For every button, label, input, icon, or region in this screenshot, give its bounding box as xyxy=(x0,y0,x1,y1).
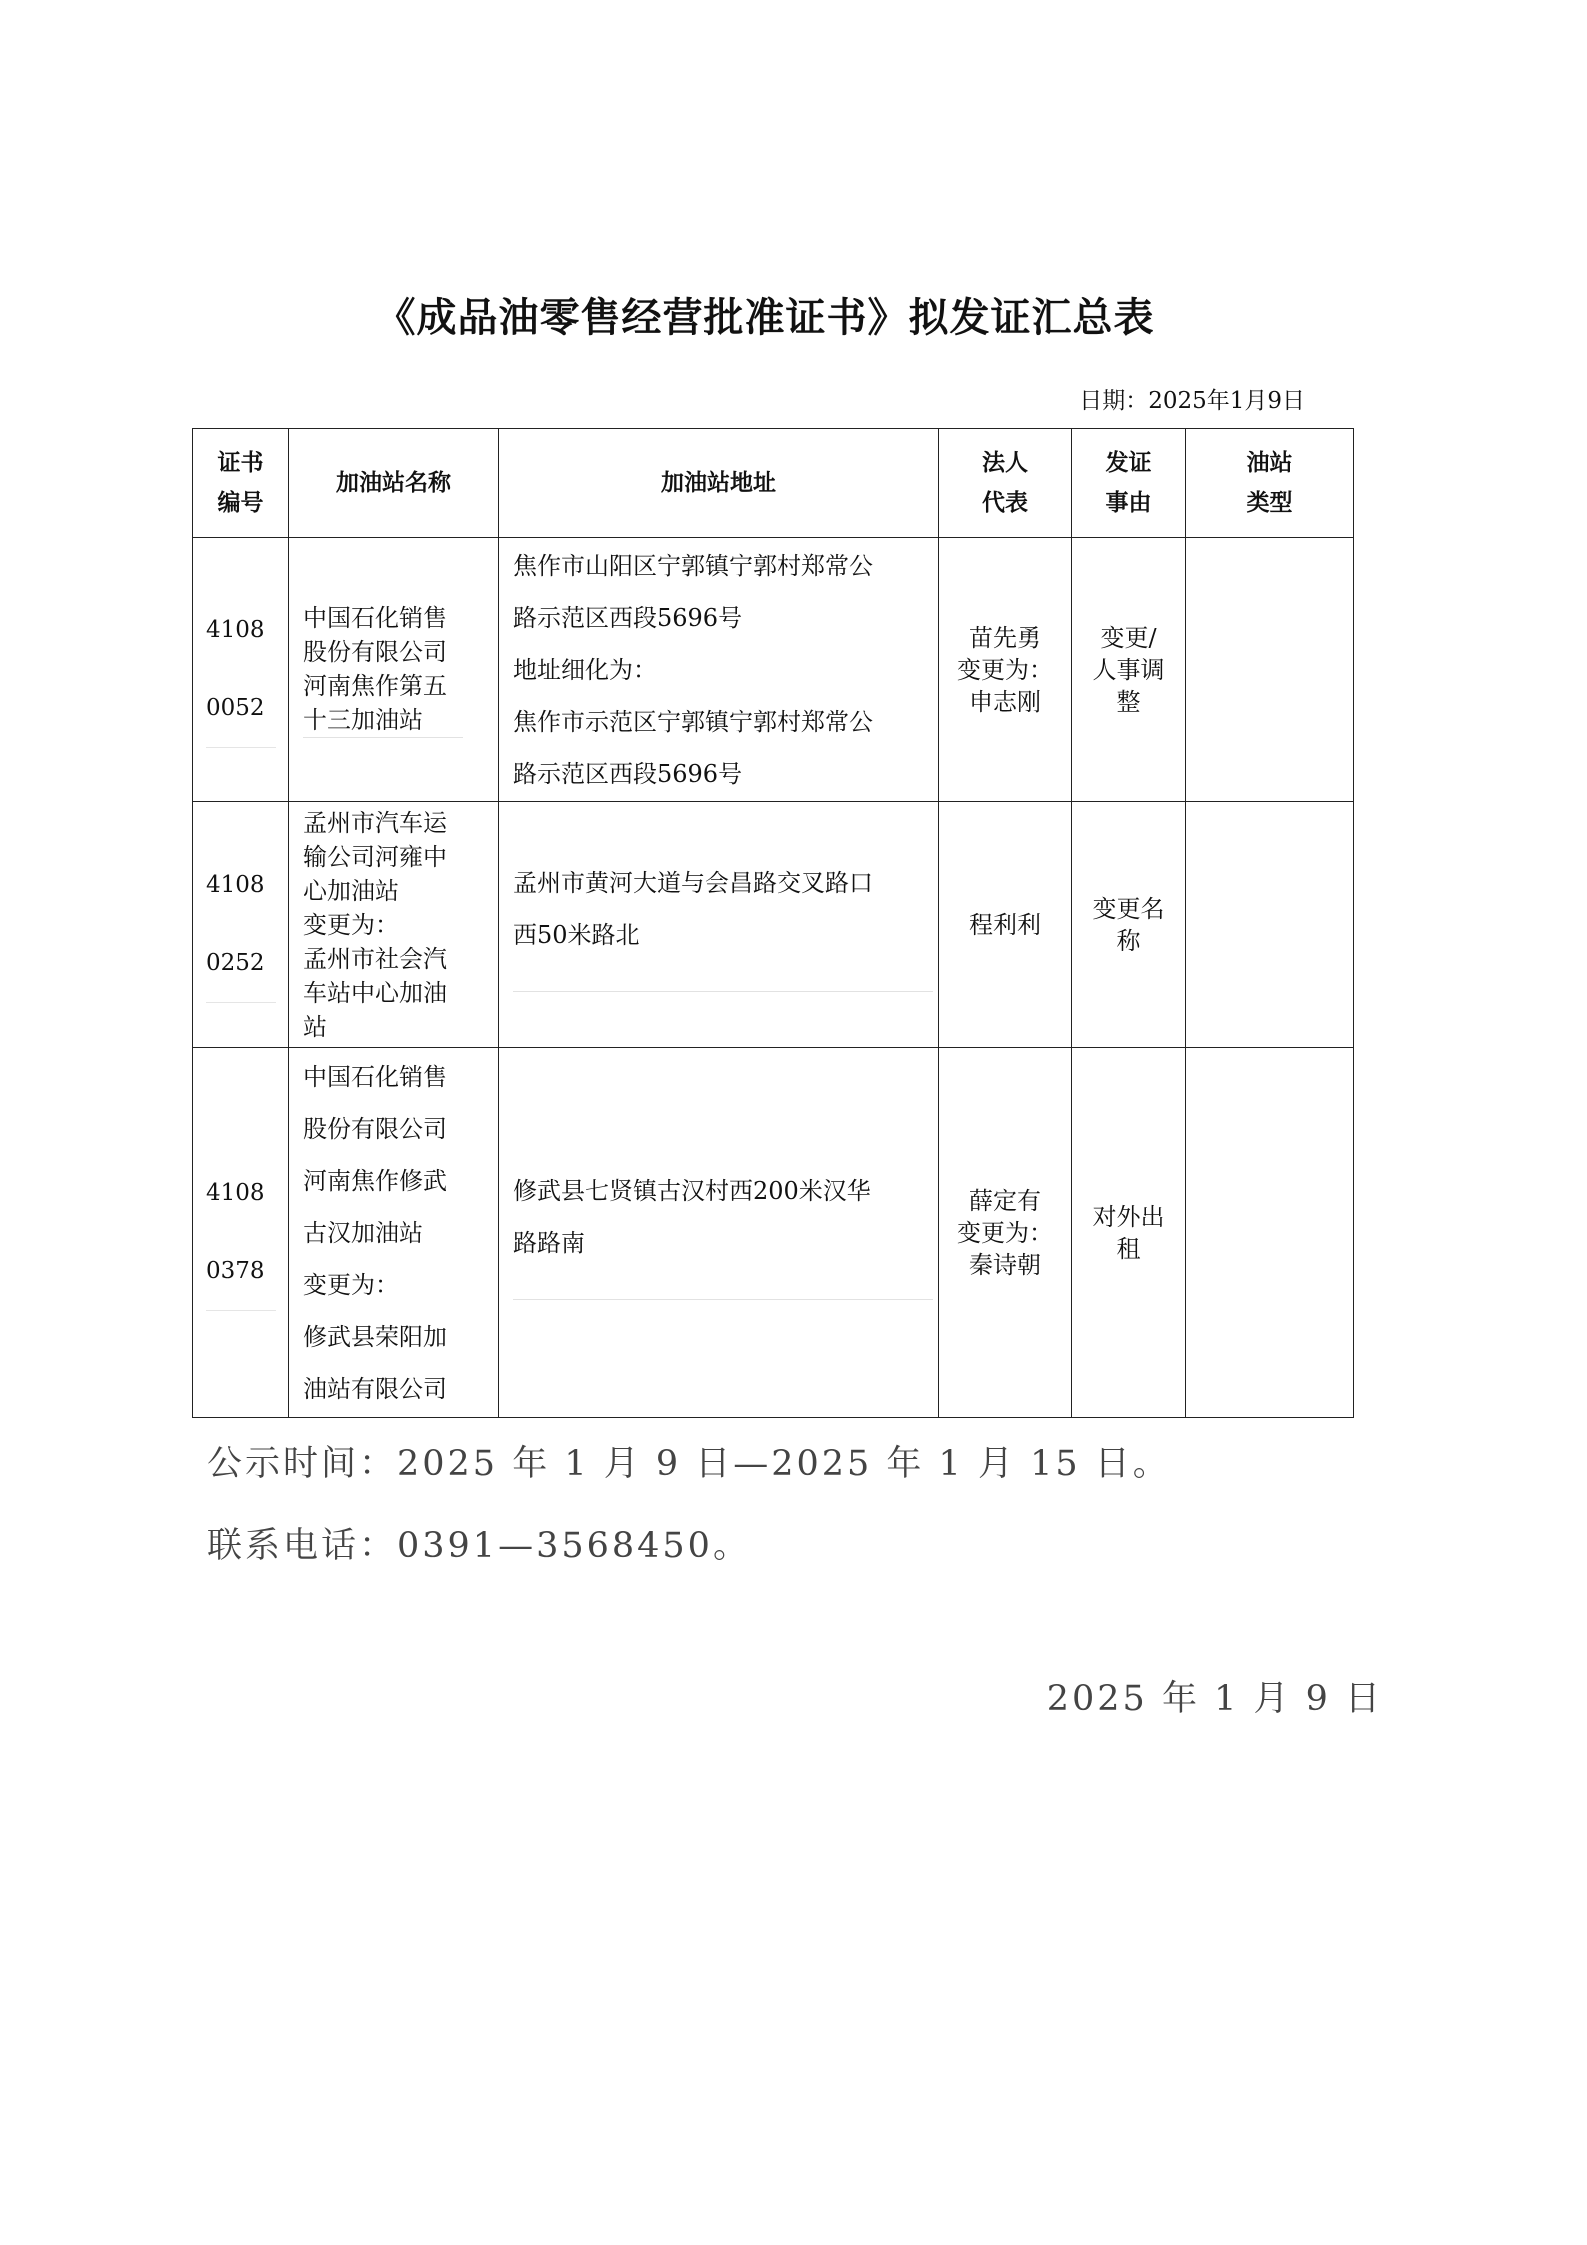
station-type-cell xyxy=(1186,802,1354,1048)
address-underline xyxy=(513,991,933,992)
reason-cell: 变更名 称 xyxy=(1072,802,1186,1048)
station-type-cell xyxy=(1186,538,1354,802)
reason-cell: 变更/ 人事调 整 xyxy=(1072,538,1186,802)
address-cell: 焦作市山阳区宁郭镇宁郭村郑常公 路示范区西段5696号 地址细化为： 焦作市示范区宁郭镇宁郭村郑常公 路示范区西段5696号 xyxy=(499,538,939,802)
cert-no-cell: 4108 0052 xyxy=(193,538,289,802)
page-title: 《成品油零售经营批准证书》拟发证汇总表 xyxy=(375,295,1155,341)
table-row xyxy=(193,1048,1354,1418)
address-underline xyxy=(513,1299,933,1300)
header-cert-no: 证书 编号 xyxy=(193,429,289,538)
issue-date: 日期：2025年1月9日 xyxy=(1079,388,1305,414)
table-header-row xyxy=(193,429,1354,538)
signature-date: 2025 年 1 月 9 日 xyxy=(1046,1679,1383,1719)
table-row xyxy=(193,802,1354,1048)
legal-rep-cell: 苗先勇 变更为： 申志刚 xyxy=(939,538,1072,802)
station-type-cell xyxy=(1186,1048,1354,1418)
header-station-type: 油站 类型 xyxy=(1186,429,1354,538)
legal-rep-cell: 薛定有 变更为： 秦诗朝 xyxy=(939,1048,1072,1418)
station-name-cell: 孟州市汽车运 输公司河雍中 心加油站 变更为： 孟州市社会汽 车站中心加油 站 xyxy=(289,802,499,1048)
notice-period: 公示时间：2025 年 1 月 9 日—2025 年 1 月 15 日。 xyxy=(207,1444,1171,1484)
address-cell: 孟州市黄河大道与会昌路交叉路口 西50米路北 xyxy=(499,802,939,1048)
contact-phone: 联系电话：0391—3568450。 xyxy=(207,1526,751,1566)
header-legal-rep: 法人 代表 xyxy=(939,429,1072,538)
station-name-cell: 中国石化销售 股份有限公司 河南焦作第五 十三加油站 xyxy=(289,538,499,802)
cert-no-cell: 4108 0378 xyxy=(193,1048,289,1418)
cert-no-cell: 4108 0252 xyxy=(193,802,289,1048)
station-name-cell: 中国石化销售 股份有限公司 河南焦作修武 古汉加油站 变更为： 修武县荣阳加 油站有限公司 xyxy=(289,1048,499,1418)
header-station-name: 加油站名称 xyxy=(289,429,499,538)
reason-cell: 对外出 租 xyxy=(1072,1048,1186,1418)
legal-rep-cell: 程利利 xyxy=(939,802,1072,1048)
header-address: 加油站地址 xyxy=(499,429,939,538)
header-reason: 发证 事由 xyxy=(1072,429,1186,538)
certificate-summary-table xyxy=(192,428,1354,1418)
address-cell: 修武县七贤镇古汉村西200米汉华 路路南 xyxy=(499,1048,939,1418)
table-row xyxy=(193,538,1354,802)
